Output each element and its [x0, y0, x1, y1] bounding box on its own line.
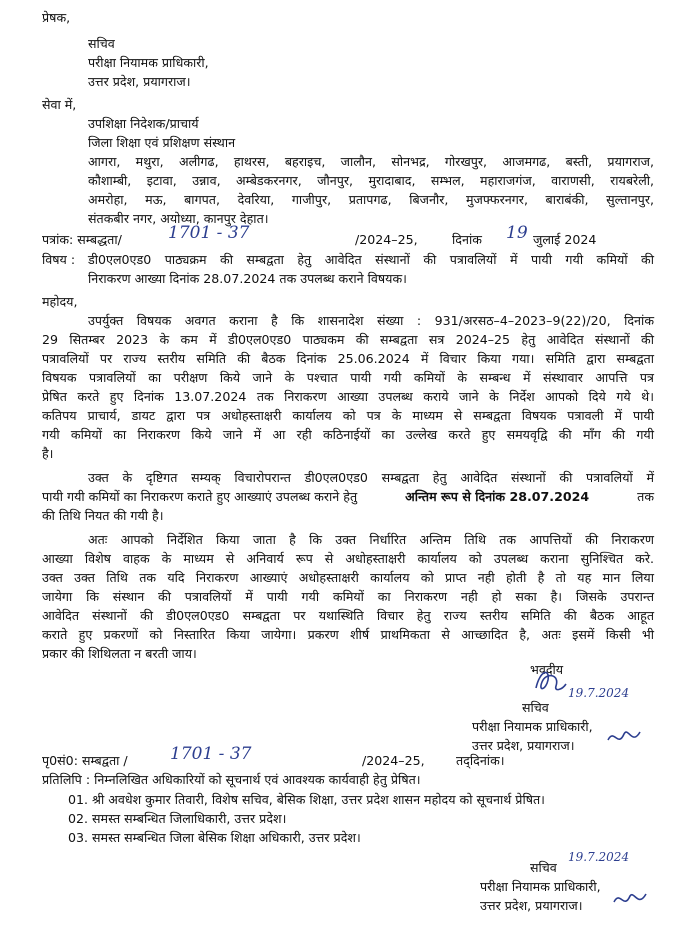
para1-line-1: उपर्युक्त विषयक अवगत कराना है कि शासनादेश संख्या : 931/अरसठ–4–2023–9(22)/20, दिनांक: [88, 313, 654, 328]
districts-line-4: संतकबीर नगर, अयोध्या, कानपुर देहात।: [88, 211, 269, 226]
para3-line-3: उक्त उक्त तिथि तक यदि निराकरण आख्याएं अधोहस्ताक्षरी कार्यालय को प्राप्त नही होती है तो यह मान लिया: [42, 570, 654, 585]
recipient-label: सेवा में,: [42, 97, 77, 112]
copy-ref-year: /2024–25,: [362, 753, 425, 768]
reference-label: पत्रांक: सम्बद्धता/: [42, 232, 122, 247]
reference-month-year: जुलाई 2024: [533, 232, 597, 247]
copy-ref-date-label: तद्‌दिनांक।: [456, 753, 505, 768]
signature-2-date: 19.7.2024: [568, 850, 630, 864]
signature-1-date: 19.7.2024: [568, 686, 630, 700]
para2-line-2-text: पायी गयी कमियों का निराकरण कराते हुए आख्याएं उपलब्ध कराने हेतु: [42, 489, 358, 504]
copy-item-2: 02. समस्त सम्बन्धित जिलाधिकारी, उत्तर प्रदेश।: [68, 811, 287, 826]
subject-line-2: निराकरण आख्या दिनांक 28.07.2024 तक उपलब्ध कराने विषयक।: [88, 271, 407, 286]
para2-line-1: उक्त के दृष्टिगत सम्यक् विचारोपरान्त डी0एल0एड0 सम्बद्वता हेतु आवेदित संस्थानों की पत्रावलियों में: [88, 470, 654, 485]
para2-line-2-end: तक: [637, 489, 654, 504]
sender-line-2: परीक्षा नियामक प्राधिकारी,: [88, 55, 209, 70]
para1-line-2: 29 सितम्बर 2023 के कम में डी0एल0एड0 पाठ्यकम की सम्बद्वता सत्र 2024–25 हेतु आवेदित संस्थानों की: [42, 332, 654, 347]
copy-item-1: 01. श्री अवधेश कुमार तिवारी, विशेष सचिव, बेसिक शिक्षा, उत्तर प्रदेश शासन महोदय को सूचनार्थ प्रेषित।: [68, 792, 545, 807]
para2-deadline-bold: अन्तिम रूप से दिनांक 28.07.2024: [405, 489, 590, 504]
signature-2-line-2: परीक्षा नियामक प्राधिकारी,: [480, 879, 601, 894]
para1-line-3: पत्रावलियों पर राज्य स्तरीय समिति की बैठक दिनांक 25.06.2024 में विचार किया गया। समिति द्वारा सम्बद्वता: [42, 351, 654, 366]
districts-line-3: अमरोहा, मऊ, बागपत, देवरिया, गाजीपुर, प्रतापगढ, बिजनौर, मुजफ्फरनगर, बाराबंकी, सुल्तानपुर,: [88, 192, 654, 207]
signature-2-line-1: सचिव: [530, 860, 557, 875]
signature-1-scribble: [530, 664, 570, 698]
reference-number-handwritten: 1701 - 37: [168, 223, 250, 243]
para3-line-5: आवेदित संस्थानों की डी0एल0एड0 सम्बद्वता पर यथास्थिति विचार हेतु राज्य स्तरीय समिति की बैठक आहूत: [42, 608, 654, 623]
recipient-line-1: उपशिक्षा निदेशक/प्राचार्य: [88, 116, 199, 131]
reference-day-handwritten: 19: [506, 223, 528, 243]
copy-intro: प्रतिलिपि : निम्नलिखित अधिकारियों को सूचनार्थ एवं आवश्यक कार्यवाही हेतु प्रेषित।: [42, 772, 421, 787]
signature-1-line-2: परीक्षा नियामक प्राधिकारी,: [472, 719, 593, 734]
recipient-line-2: जिला शिक्षा एवं प्रशिक्षण संस्थान: [88, 135, 236, 150]
para1-line-4: विषयक पत्रावलियों का परीक्षण किये जाने के पश्चात पायी गयी कमियों के सम्बन्ध में संस्थावार आपत्ति पत्र: [42, 370, 654, 385]
signature-1-initials: [604, 724, 644, 752]
sender-line-3: उत्तर प्रदेश, प्रयागराज।: [88, 74, 191, 89]
para3-line-2: आख्या विशेष वाहक के माध्यम से अनिवार्य रूप से अधोहस्ताक्षरी कार्यालय को उपलब्ध कराना सुनिश्चित करे.: [42, 551, 654, 566]
sender-line-1: सचिव: [88, 36, 115, 51]
para1-line-6: कतिपय प्राचार्य, डायट द्वारा पत्र अधोहस्ताक्षरी कार्यालय को पत्र के माध्यम से सम्बद्वता विषयक पत्रावली में पायी: [42, 408, 654, 423]
para1-line-5: प्रेषित करते हुए दिनांक 13.07.2024 तक निराकरण आख्या उपलब्ध कराये जाने के निर्देश आपको दिये गये थे।: [42, 389, 654, 404]
reference-year: /2024–25,: [355, 232, 418, 247]
para3-line-7: प्रकार की शिथिलता न बरती जाय।: [42, 646, 197, 661]
copy-ref-label: पृ0सं0: सम्बद्वता /: [42, 753, 128, 768]
signature-1-line-1: सचिव: [522, 700, 549, 715]
districts-line-2: कौशाम्बी, इटावा, उन्नाव, अम्बेडकरनगर, जौनपुर, मुरादाबाद, सम्भल, महाराजगंज, वाराणसी, रायबरेली,: [88, 173, 654, 188]
para1-line-7: गयी कमियों का निराकरण किये जाने में आ रही कठिनाईयों का उल्लेख करते हुए समयवृद्वि की माँग की गयी: [42, 427, 654, 442]
signature-1-line-3: उत्तर प्रदेश, प्रयागराज।: [472, 738, 575, 753]
sender-label: प्रेषक,: [42, 10, 71, 25]
subject-line-1: डी0एल0एड0 पाठ्यक्रम की सम्बद्वता हेतु आवेदित संस्थानों की पत्रावलियों में पायी गयी कमियों की: [88, 252, 654, 267]
para3-line-1: अतः आपको निर्देशित किया जाता है कि उक्त निर्धारित अन्तिम तिथि तक आपत्तियों की निराकरण: [88, 532, 654, 547]
signature-2-line-3: उत्तर प्रदेश, प्रयागराज।: [480, 898, 583, 913]
salutation: महोदय,: [42, 294, 78, 309]
para3-line-6: कराते हुए प्रकरणों को निस्तारित किया जायेगा। प्रकरण शीर्ष प्राथमिकता से आच्छादित है, अतः इसमें किसी भी: [42, 627, 654, 642]
copy-item-3: 03. समस्त सम्बन्धित जिला बेसिक शिक्षा अधिकारी, उत्तर प्रदेश।: [68, 830, 361, 845]
reference-date-label: दिनांक: [452, 232, 482, 247]
para2-line-2: [42, 487, 654, 506]
copy-ref-number-handwritten: 1701 - 37: [170, 744, 252, 764]
districts-line-1: आगरा, मथुरा, अलीगढ, हाथरस, बहराइच, जालौन, सोनभद्र, गोरखपुर, आजमगढ, बस्ती, प्रयागराज,: [88, 154, 654, 169]
closing-text: भवदीय: [530, 662, 564, 677]
para3-line-4: जायेगा कि संस्थान की पत्रावलियों में पायी गयी कमियों का निराकरण नही हो सका है। जिसके उपरान्त: [42, 589, 654, 604]
subject-label: विषय :: [42, 252, 76, 267]
para2-line-3: की तिथि नियत की गयी है।: [42, 508, 164, 523]
signature-2-initials: [610, 888, 650, 914]
para1-line-8: है।: [42, 446, 54, 461]
